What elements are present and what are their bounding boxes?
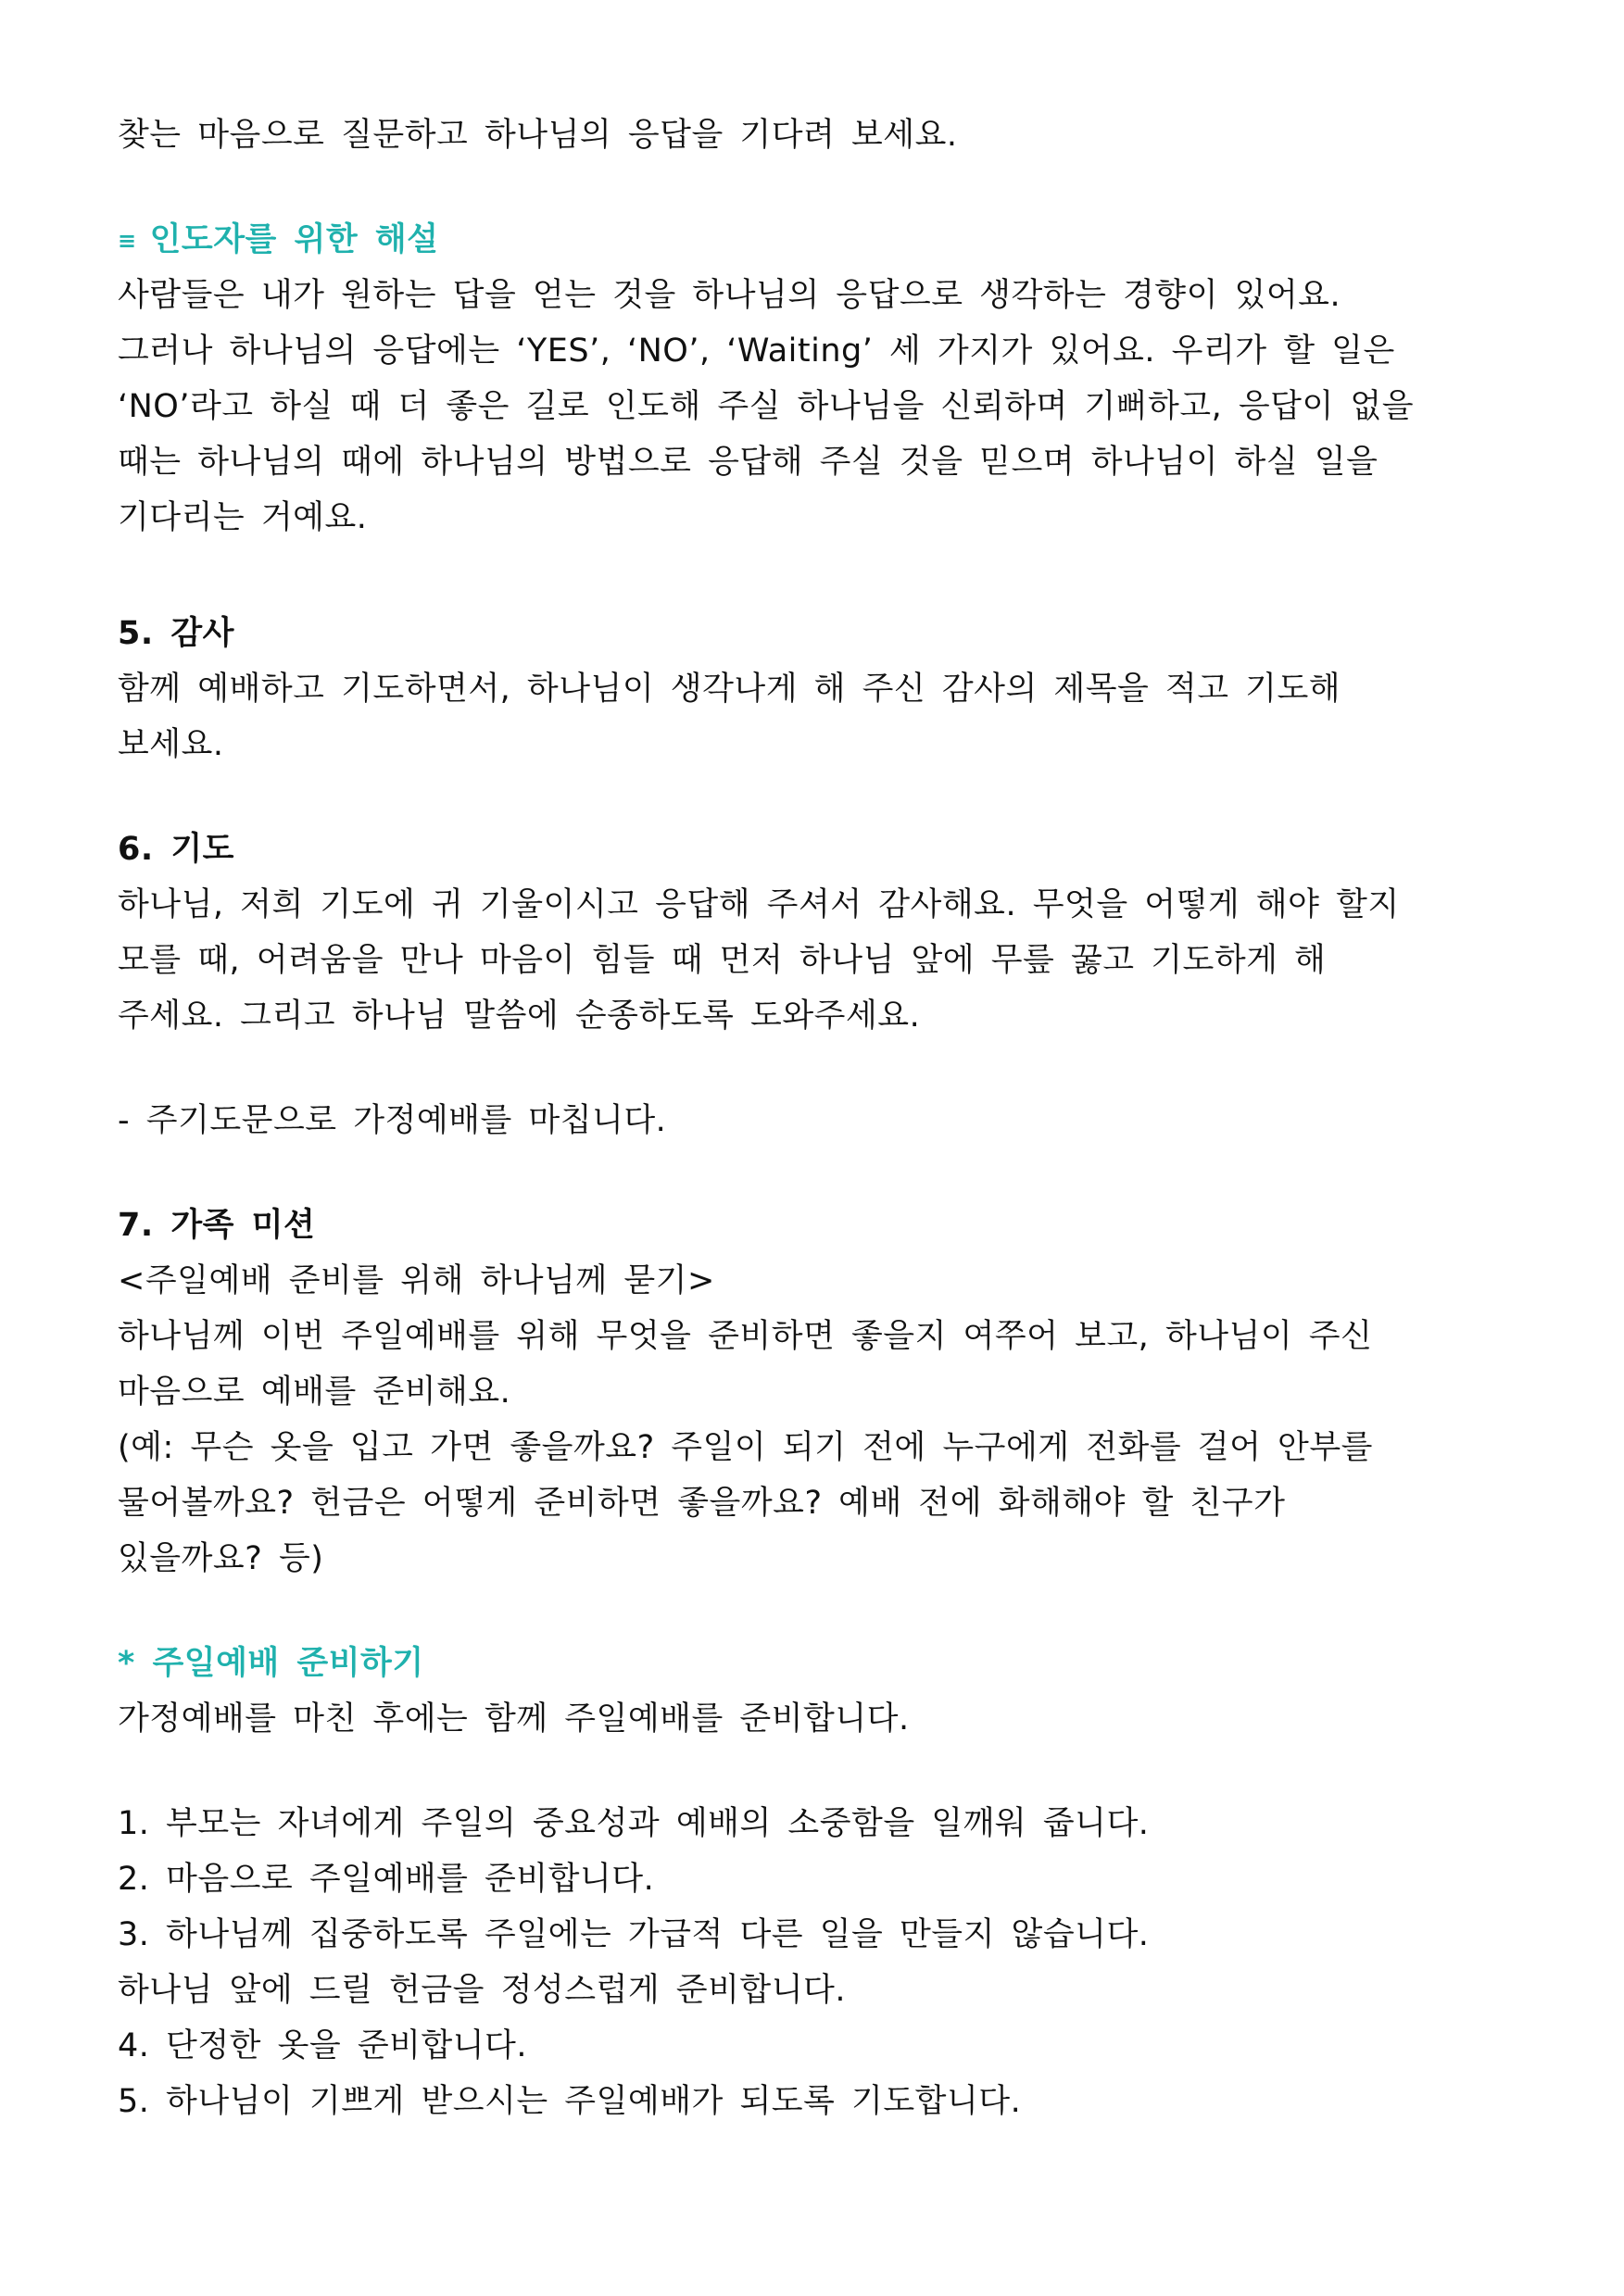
text-line: ‘NO’라고 하실 때 더 좋은 길로 인도해 주실 하나님을 신뢰하며 기뻐하고, 응답이 없을: [118, 388, 1415, 425]
text-line: 물어볼까요? 헌금은 어떻게 준비하면 좋을까요? 예배 전에 화해해야 할 친구가: [118, 1485, 1286, 1522]
text-line: 모를 때, 어려움을 만나 마음이 힘들 때 먼저 하나님 앞에 무릎 꿇고 기도하게 해: [118, 942, 1327, 979]
list-item: 하나님 앞에 드릴 헌금을 정성스럽게 준비합니다.: [118, 1972, 846, 2009]
text-line: 기다리는 거예요.: [118, 499, 368, 536]
text-line: 하나님께 이번 주일예배를 위해 무엇을 준비하면 좋을지 여쭈어 보고, 하나님이 주신: [118, 1318, 1373, 1355]
list-item: 2. 마음으로 주일예배를 준비합니다.: [118, 1861, 655, 1898]
text-line: 찾는 마음으로 질문하고 하나님의 응답을 기다려 보세요.: [118, 117, 958, 154]
text-line: 보세요.: [118, 726, 224, 763]
list-item: 4. 단정한 옷을 준비합니다.: [118, 2027, 527, 2064]
guide-heading: [118, 220, 438, 261]
text-line: <주일예배 준비를 위해 하나님께 묻기>: [118, 1262, 715, 1299]
text-line: 때는 하나님의 때에 하나님의 방법으로 응답해 주실 것을 믿으며 하나님이 하실 일을: [118, 444, 1379, 481]
list-item: 3. 하나님께 집중하도록 주일에는 가급적 다른 일을 만들지 않습니다.: [118, 1916, 1150, 1953]
menu-lines-icon: ≡: [118, 228, 137, 254]
text-line: 그러나 하나님의 응답에는 ‘YES’, ‘NO’, ‘Waiting’ 세 가지가 있어요. 우리가 할 일은: [118, 332, 1395, 370]
closing-line: - 주기도문으로 가정예배를 마칩니다.: [118, 1102, 667, 1139]
guide-heading-label: 인도자를 위한 해설: [149, 221, 439, 258]
text-line: 사람들은 내가 원하는 답을 얻는 것을 하나님의 응답으로 생각하는 경향이 있어요.: [118, 277, 1341, 314]
text-line: 있을까요? 등): [118, 1540, 324, 1577]
section-heading-family-mission: 7. 가족 미션: [118, 1207, 316, 1244]
section-heading-thanks: 5. 감사: [118, 615, 234, 652]
section-heading-prayer: 6. 기도: [118, 831, 234, 868]
list-item: 5. 하나님이 기쁘게 받으시는 주일예배가 되도록 기도합니다.: [118, 2083, 1022, 2120]
text-line: 함께 예배하고 기도하면서, 하나님이 생각나게 해 주신 감사의 제목을 적고 기도해: [118, 671, 1341, 708]
text-line: 가정예배를 마친 후에는 함께 주일예배를 준비합니다.: [118, 1700, 910, 1738]
prep-heading: * 주일예배 준비하기: [118, 1645, 424, 1682]
text-line: 마음으로 예배를 준비해요.: [118, 1374, 511, 1411]
text-line: 하나님, 저희 기도에 귀 기울이시고 응답해 주셔서 감사해요. 무엇을 어떻게 해야 할지: [118, 886, 1400, 923]
text-line: 주세요. 그리고 하나님 말씀에 순종하도록 도와주세요.: [118, 997, 921, 1035]
text-line: (예: 무슨 옷을 입고 가면 좋을까요? 주일이 되기 전에 누구에게 전화를 걸어 안부를: [118, 1429, 1373, 1466]
list-item: 1. 부모는 자녀에게 주일의 중요성과 예배의 소중함을 일깨워 줍니다.: [118, 1805, 1150, 1842]
